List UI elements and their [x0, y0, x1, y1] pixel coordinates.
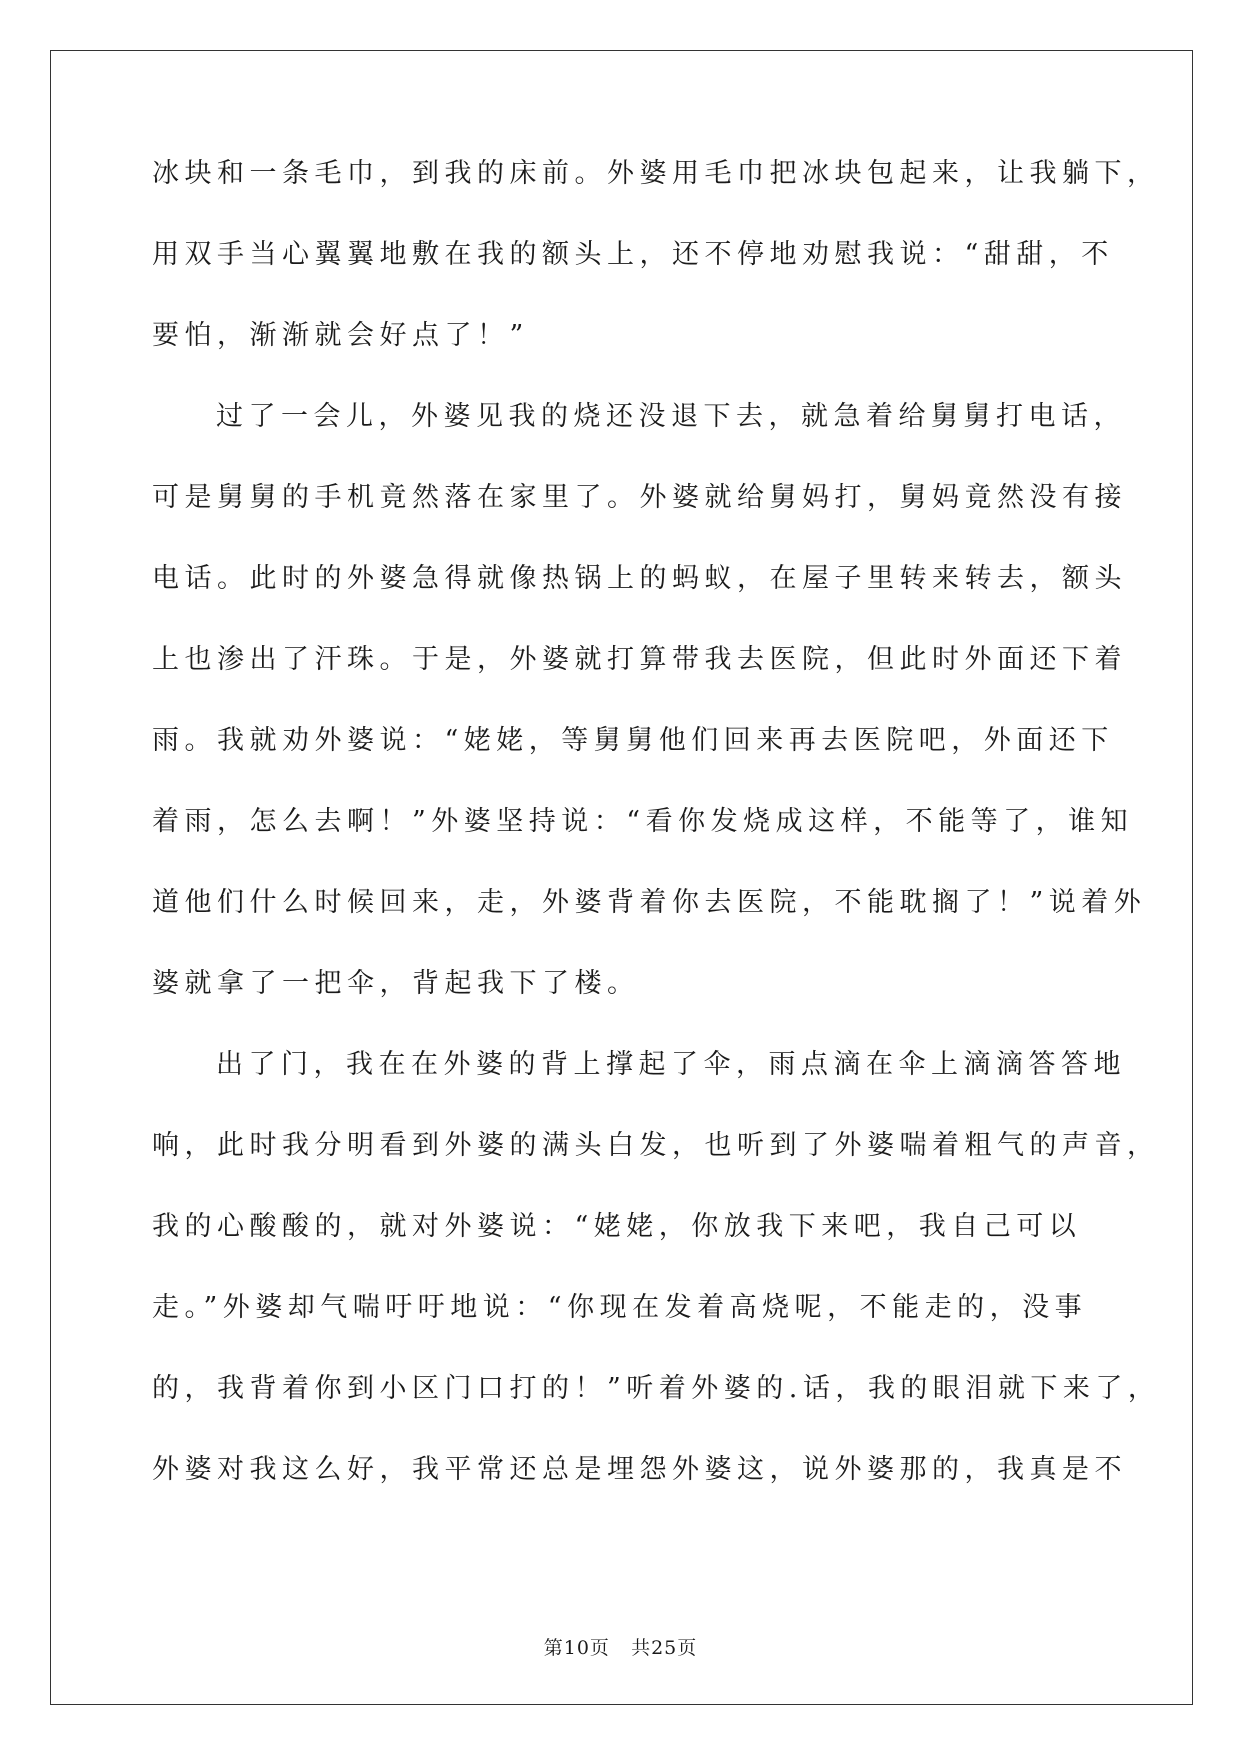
text-line: 可是舅舅的手机竟然落在家里了。外婆就给舅妈打，舅妈竟然没有接 [152, 482, 1127, 513]
text-line: 电话。此时的外婆急得就像热锅上的蚂蚁，在屋子里转来转去，额头 [152, 563, 1127, 594]
text-line: 我的心酸酸的，就对外婆说：“姥姥，你放我下来吧，我自己可以 [152, 1211, 1082, 1242]
paragraph-2 [152, 401, 1147, 1051]
text-line: 响，此时我分明看到外婆的满头白发，也听到了外婆喘着粗气的声音， [152, 1130, 1160, 1161]
page-footer [0, 1633, 1241, 1660]
text-line: 过了一会儿，外婆见我的烧还没退下去，就急着给舅舅打电话， [216, 401, 1126, 432]
text-line: 的，我背着你到小区门口打的！”听着外婆的.话，我的眼泪就下来了， [152, 1373, 1161, 1404]
text-line: 雨。我就劝外婆说：“姥姥，等舅舅他们回来再去医院吧，外面还下 [152, 725, 1114, 756]
document-body [152, 158, 1161, 1537]
text-line: 着雨，怎么去啊！”外婆坚持说：“看你发烧成这样，不能等了，谁知 [152, 806, 1134, 837]
text-line: 用双手当心翼翼地敷在我的额头上，还不停地劝慰我说：“甜甜，不 [152, 239, 1114, 270]
text-line: 上也渗出了汗珠。于是，外婆就打算带我去医院，但此时外面还下着 [152, 644, 1127, 675]
text-line: 走。”外婆却气喘吁吁地说：“你现在发着高烧呢，不能走的，没事 [152, 1292, 1088, 1323]
text-line: 出了门，我在在外婆的背上撑起了伞，雨点滴在伞上滴滴答答地 [216, 1049, 1126, 1080]
text-line: 婆就拿了一把伞，背起我下了楼。 [152, 968, 640, 999]
page-total: 共25页 [631, 1637, 698, 1659]
paragraph-1 [152, 158, 1160, 403]
paragraph-3 [152, 1049, 1161, 1537]
text-line: 冰块和一条毛巾，到我的床前。外婆用毛巾把冰块包起来，让我躺下， [152, 158, 1160, 189]
text-line: 要怕，渐渐就会好点了！” [152, 320, 529, 351]
text-line: 外婆对我这么好，我平常还总是埋怨外婆这，说外婆那的，我真是不 [152, 1454, 1127, 1485]
page-number: 第10页 [543, 1637, 610, 1659]
text-line: 道他们什么时候回来，走，外婆背着你去医院，不能耽搁了！”说着外 [152, 887, 1147, 918]
